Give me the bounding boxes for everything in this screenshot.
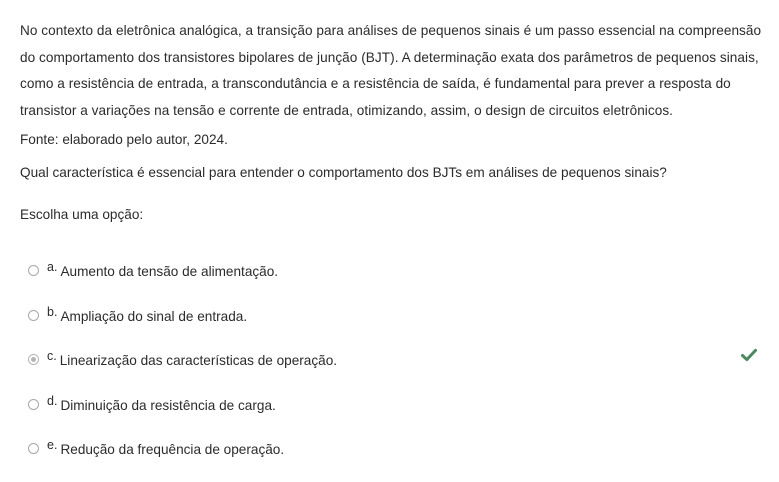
question-source: Fonte: elaborado pelo autor, 2024. [20,132,228,147]
check-icon [741,348,757,362]
option-a-letter: a. [47,260,58,274]
option-c[interactable] [28,347,768,392]
option-a-text[interactable]: Aumento da tensão de alimentação. [60,264,279,279]
option-d-letter: d. [47,393,58,408]
option-d-radio[interactable] [28,399,39,410]
answer-prompt: Escolha uma opção: [20,207,144,222]
option-c-letter: c. [47,349,57,363]
option-e[interactable] [28,436,768,481]
option-a-radio[interactable] [28,265,39,276]
option-c-radio[interactable] [28,354,39,365]
question-text: Qual característica é essencial para entender o comportamento dos BJTs em análises de pequenos sinais? [20,165,667,180]
answer-options [28,258,768,481]
option-b-text[interactable]: Ampliação do sinal de entrada. [60,308,248,324]
option-e-radio[interactable] [28,443,39,454]
option-b-letter: b. [47,304,58,319]
option-e-letter: e. [47,438,58,452]
option-d[interactable] [28,392,768,437]
option-e-text[interactable]: Redução da frequência de operação. [60,442,285,457]
question-content [20,18,765,225]
option-d-text[interactable]: Diminuição da resistência de carga. [60,397,276,413]
option-b-radio[interactable] [28,310,39,321]
option-a[interactable] [28,258,768,303]
option-c-text[interactable]: Linearização das características de operação. [59,353,338,368]
question-context-paragraph: No contexto da eletrônica analógica, a transição para análises de pequenos sinais é um passo essencial na compreensão do comportamento dos transistores bipolares de junção (BJT). A determinação exata dos parâmetros de pequenos sinais, como a resistência de entrada, a transcondutância e a resistência de saída, é fundamental para prever a resposta do transistor a variações na tensão e corrente de entrada, otimizando, assim, o design de circuitos eletrônicos. [20,23,762,118]
option-b[interactable] [28,303,768,348]
